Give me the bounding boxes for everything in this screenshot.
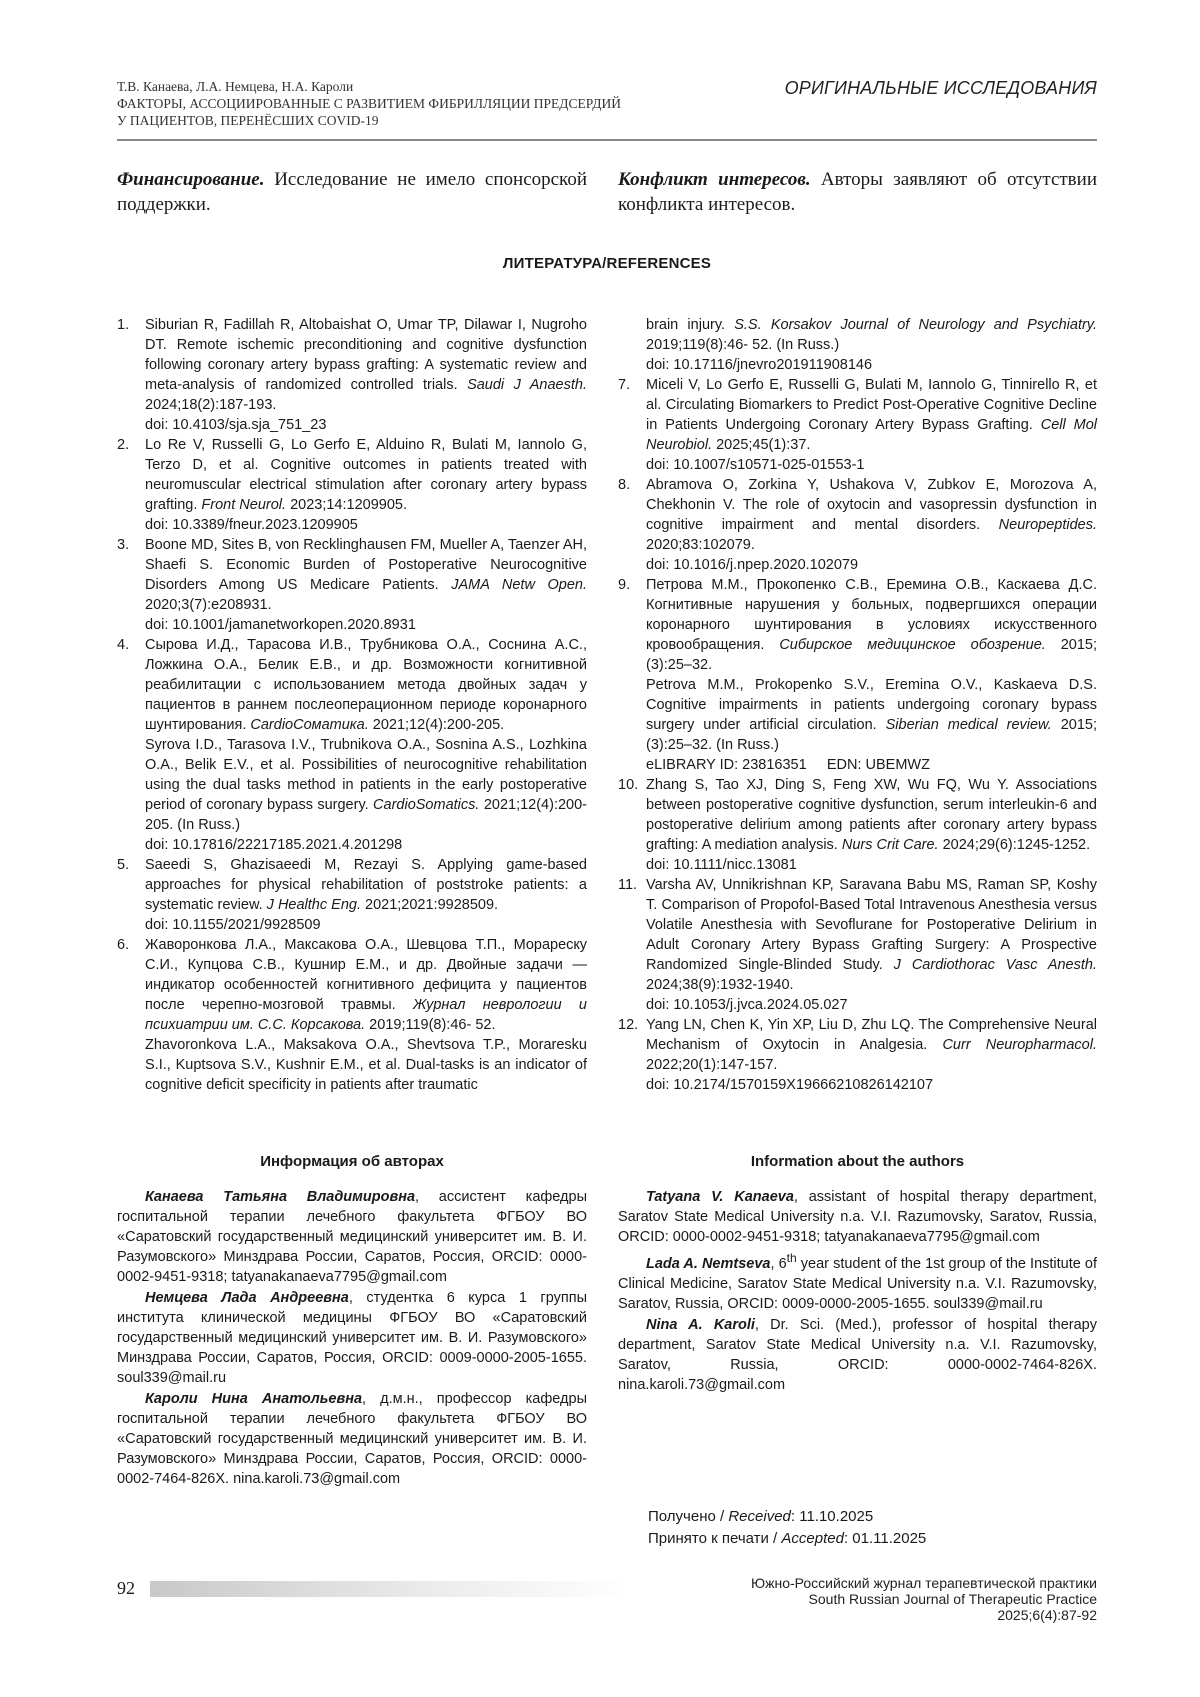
- ref-number: 10.: [618, 777, 639, 793]
- conflict-statement: [618, 167, 1097, 217]
- ref-journal: Nurs Crit Care.: [841, 837, 939, 853]
- ref-text: Zhang S, Tao XJ, Ding S, Feng XW, Wu FQ, Wu Y. Associations between postoperative cognitive dysfunction, serum interleukin-6 and postoperative delirium among patients after coronary artery bypass grafting: A mediation analysis.: [646, 777, 1097, 853]
- authors-info-heading-ru: Информация об авторах: [260, 1153, 444, 1170]
- ref-journal: J Healthc Eng.: [266, 897, 361, 913]
- reference-2: [117, 435, 587, 535]
- author-3-en: [618, 1315, 1097, 1395]
- author-1-en: [618, 1187, 1097, 1247]
- ref-journal: Neuropeptides.: [998, 517, 1097, 533]
- ref-details: 2021;12(4):200-205.: [368, 717, 505, 733]
- page-number: 92: [117, 1578, 135, 1598]
- ref-doi: doi: 10.1007/s10571-025-01553-1: [646, 457, 865, 473]
- author-name: Канаева Татьяна Владимировна: [145, 1189, 416, 1205]
- ref-journal: CardioСоматика.: [250, 717, 369, 733]
- reference-1: [117, 315, 587, 435]
- ref-details: 2024;29(6):1245-1252.: [938, 837, 1091, 853]
- reference-5: [117, 855, 587, 935]
- accepted-label-en: Accepted: [781, 1530, 844, 1547]
- ref-details-en: 2015;(3):25–32. (In Russ.): [646, 717, 1097, 753]
- ref-doi: doi: 10.17116/jnevro201911908146: [646, 357, 873, 373]
- reference-7: [618, 375, 1097, 475]
- funding-text: Исследование не имело спонсорской поддержки.: [117, 169, 587, 215]
- ref-details: 2015;(3):25–32.: [646, 637, 1097, 673]
- ref-number: 12.: [618, 1017, 639, 1033]
- author-name: Lada A. Nemtseva: [646, 1255, 771, 1272]
- ref-number: 4.: [117, 637, 130, 653]
- submission-dates: [648, 1506, 926, 1550]
- authors-info-ru: [117, 1187, 587, 1490]
- ref-text: Abramova O, Zorkina Y, Ushakova V, Zubkov E, Morozova A, Chekhonin V. The role of oxytocin and vasopressin dysfunction in cognitive impairment and mental disorders.: [646, 477, 1097, 533]
- ref-doi: doi: 10.1053/j.jvca.2024.05.027: [646, 997, 848, 1013]
- ref-doi: doi: 10.3389/fneur.2023.1209905: [145, 517, 358, 533]
- ref-elibrary: eLIBRARY ID: 23816351 EDN: UBEMWZ: [646, 757, 930, 773]
- author-3-ru: [117, 1389, 587, 1489]
- reference-12: [618, 1015, 1097, 1095]
- references-column-right: [618, 315, 1097, 1095]
- ref-text-en: Syrova I.D., Tarasova I.V., Trubnikova O.A., Sosnina A.S., Lozhkina O.A., Belik E.V., et al. Possibilities of neurocognitive rehabilitation using the dual tasks method in patients in the early postoperative period of coronary bypass surgery.: [145, 737, 587, 813]
- ref-details: 2020;83:102079.: [646, 537, 755, 553]
- ref-journal: Журнал неврологии и психиатрии им. С.С. Корсакова.: [145, 997, 588, 1033]
- ref-doi: doi: 10.17816/22217185.2021.4.201298: [145, 837, 403, 853]
- ref-text-en: Petrova M.M., Prokopenko S.V., Eremina O.V., Kaskaeva D.S. Cognitive impairments in patients undergoing coronary bypass surgery under artificial circulation.: [646, 677, 1097, 733]
- author-details: , студентка 6 курса 1 группы института клинической медицины ФГБОУ ВО «Саратовский государственный медицинский университет им. В. И. Разумовского» Минздрава России, Саратов, Россия, ORCID: 0009-0000-2005-1655. soul339@mail.ru: [117, 1290, 587, 1386]
- ref-doi: doi: 10.1001/jamanetworkopen.2020.8931: [145, 617, 416, 633]
- ref-doi: doi: 10.2174/1570159X19666210826142107: [646, 1077, 934, 1093]
- conflict-text: Авторы заявляют об отсутствии конфликта интересов.: [618, 169, 1097, 215]
- footer-gradient-bar: [150, 1581, 630, 1597]
- header-authors: Т.В. Канаева, Л.А. Немцева, Н.А. Кароли: [117, 79, 354, 94]
- ref-journal-en: Siberian medical review.: [885, 717, 1052, 733]
- ref-journal: Curr Neuropharmacol.: [942, 1037, 1097, 1053]
- reference-4: [117, 635, 587, 855]
- ref-journal-en: CardioSomatics.: [373, 797, 480, 813]
- ref-details-en: 2021;12(4):200-205. (In Russ.): [145, 797, 588, 833]
- journal-name-ru: Южно-Российский журнал терапевтической практики: [750, 1575, 1097, 1591]
- author-details: year student of the 1st group of the Institute of Clinical Medicine, Saratov State Medical University n.a. V.I. Razumovsky, Saratov, Russia, ORCID: 0009-0000-2005-1655. soul339@mail.ru: [618, 1255, 1097, 1312]
- ref-details: 2021;2021:9928509.: [360, 897, 499, 913]
- ref-doi: doi: 10.1155/2021/9928509: [145, 917, 321, 933]
- reference-11: [618, 875, 1097, 1015]
- ref-details: 2025;45(1):37.: [712, 437, 811, 453]
- author-details: , Dr. Sci. (Med.), professor of hospital therapy department, Saratov State Medical University n.a. V.I. Razumovsky, Saratov, Russia, ORCID: 0000-0002-7464-826X. nina.karoli.73@gmail.com: [618, 1316, 1097, 1393]
- funding-statement: [117, 167, 587, 217]
- authors-info-heading-en: Information about the authors: [750, 1153, 965, 1170]
- author-name: Nina A. Karoli: [646, 1316, 755, 1333]
- ref-number: 11.: [618, 877, 638, 893]
- ref-number: 8.: [618, 477, 631, 493]
- ordinal-suffix: th: [786, 1251, 797, 1265]
- ref-text: Петрова М.М., Прокопенко С.В., Еремина О.В., Каскаева Д.С. Когнитивные нарушения у больных, подвергшихся операции коронарного шунтирования в условиях искусственного кровообращения.: [646, 577, 1097, 653]
- author-details: , assistant of hospital therapy department, Saratov State Medical University n.a. V.I. Razumovsky, Saratov, Russia, ORCID: 0000-0002-9451-9318; tatyanakanaeva7795@gmail.com: [618, 1189, 1097, 1245]
- ref-text: Yang LN, Chen K, Yin XP, Liu D, Zhu LQ. The Comprehensive Neural Mechanism of Oxytocin in Analgesia.: [646, 1017, 1097, 1053]
- received-label-en: Received: [728, 1508, 791, 1525]
- ref-doi: doi: 10.4103/sja.sja_751_23: [145, 417, 327, 433]
- ref-number: 7.: [618, 377, 631, 393]
- header-title-line2: У ПАЦИЕНТОВ, ПЕРЕНЁСШИХ COVID-19: [117, 113, 379, 128]
- author-1-ru: [117, 1187, 587, 1287]
- ref-journal: J Cardiothorac Vasc Anesth.: [893, 957, 1097, 973]
- author-name: Немцева Лада Андреевна: [145, 1290, 349, 1306]
- author-2-en: [618, 1248, 1097, 1314]
- ref-details: 2023;14:1209905.: [286, 497, 407, 513]
- reference-8: [618, 475, 1097, 575]
- ref-number: 9.: [618, 577, 631, 593]
- ref-journal: JAMA Netw Open.: [451, 577, 587, 593]
- author-details: , ассистент кафедры госпитальной терапии лечебного факультета ФГБОУ ВО «Саратовский государственный медицинский университет им. В. И. Разумовского» Минздрава России, Саратов, Россия, ORCID: 0000-0002-9451-9318; tatyanakanaeva7795@gmail.com: [117, 1189, 588, 1285]
- reference-10: [618, 775, 1097, 875]
- ref-text: Boone MD, Sites B, von Recklinghausen FM, Mueller A, Taenzer AH, Shaefi S. Economic Burden of Postoperative Neurocognitive Disorders Among US Medicare Patients.: [145, 537, 587, 593]
- ref-details: 2024;38(9):1932-1940.: [646, 977, 794, 993]
- reference-3: [117, 535, 587, 635]
- ref-number: 2.: [117, 437, 130, 453]
- references-column-left: [117, 315, 587, 1095]
- author-2-ru: [117, 1288, 587, 1388]
- reference-6: [117, 935, 587, 1095]
- ref-text-en: Zhavoronkova L.A., Maksakova O.A., Shevtsova T.P., Moraresku S.I., Kuptsova S.V., Kushnir E.M., et al. Dual-tasks is an indicator of cognitive deficit specificity in patients after traumatic: [145, 1037, 587, 1093]
- ref-text: Жаворонкова Л.А., Максакова О.А., Шевцова Т.П., Морарескy С.И., Купцова С.В., Кушнир Е.М., и др. Двойные задачи — индикатор особенностей когнитивного дефицита у пациентов после черепно-мозговой травмы.: [145, 937, 587, 1013]
- reference-6-continued: [618, 315, 1097, 375]
- ref-text: Varsha AV, Unnikrishnan KP, Saravana Babu MS, Raman SP, Koshy T. Comparison of Propofol-Based Total Intravenous Anesthesia versus Volatile Anesthesia with Sevoflurane for Postoperative Delirium in Adult Coronary Artery Bypass Grafting Surgery: A Prospective Randomized Single-Blinded Study.: [646, 877, 1097, 973]
- ref-text-en-cont: brain injury.: [646, 317, 735, 333]
- ref-details: 2024;18(2):187-193.: [145, 397, 277, 413]
- ref-journal: Cell Mol Neurobiol.: [646, 417, 1097, 453]
- received-date: [648, 1506, 926, 1528]
- author-details-pre: , 6: [770, 1255, 787, 1272]
- funding-label: Финансирование.: [117, 169, 265, 190]
- ref-number: 1.: [117, 317, 130, 333]
- author-details: , д.м.н., профессор кафедры госпитальной терапии лечебного факультета ФГБОУ ВО «Саратовский государственный медицинский университет им. В. И. Разумовского» Минздрава России, Саратов, Россия, ORCID: 0000-0002-7464-826X. nina.karoli.73@gmail.com: [117, 1391, 587, 1487]
- ref-number: 3.: [117, 537, 130, 553]
- header-divider: [117, 139, 1097, 141]
- header-title-line1: ФАКТОРЫ, АССОЦИИРОВАННЫЕ С РАЗВИТИЕМ ФИБРИЛЛЯЦИИ ПРЕДСЕРДИЙ: [117, 96, 621, 111]
- ref-journal: Front Neurol.: [201, 497, 287, 513]
- ref-doi: doi: 10.1016/j.npep.2020.102079: [646, 557, 859, 573]
- footer-journal-info: [751, 1575, 1097, 1623]
- header-citation: [117, 78, 757, 129]
- header-section-label: ОРИГИНАЛЬНЫЕ ИССЛЕДОВАНИЯ: [784, 78, 1097, 98]
- ref-details: 2019;119(8):46- 52.: [365, 1017, 496, 1033]
- received-value: : 11.10.2025: [790, 1508, 874, 1525]
- author-name: Tatyana V. Kanaeva: [646, 1189, 794, 1205]
- ref-journal-en: S.S. Korsakov Journal of Neurology and Psychiatry.: [734, 317, 1097, 333]
- ref-journal: Сибирское медицинское обозрение.: [779, 637, 1046, 653]
- authors-info-en: [618, 1187, 1097, 1396]
- accepted-date: [648, 1528, 926, 1550]
- author-name: Кароли Нина Анатольевна: [145, 1391, 363, 1407]
- journal-issue: 2025;6(4):87-92: [997, 1607, 1097, 1623]
- references-heading: ЛИТЕРАТУРА/REFERENCES: [502, 255, 712, 272]
- accepted-label-ru: Принято к печати /: [648, 1530, 782, 1547]
- ref-text: Сырова И.Д., Тарасова И.В., Трубникова О.А., Соснина А.С., Ложкина О.А., Белик Е.В., и др. Возможности когнитивной реабилитации с использованием метода двойных задач у пациентов в раннем послеоперационном периоде коронарного шунтирования.: [145, 637, 587, 733]
- ref-text: Saeedi S, Ghazisaeedi M, Rezayi S. Applying game-based approaches for physical rehabilitation of poststroke patients: a systematic review.: [145, 857, 587, 913]
- conflict-label: Конфликт интересов.: [618, 169, 811, 190]
- accepted-value: : 01.11.2025: [843, 1530, 927, 1547]
- ref-number: 5.: [117, 857, 130, 873]
- ref-details: 2020;3(7):e208931.: [145, 597, 272, 613]
- ref-text: Miceli V, Lo Gerfo E, Russelli G, Bulati M, Iannolo G, Tinnirello R, et al. Circulating Biomarkers to Predict Post-Operative Cognitive Decline in Patients Undergoing Coronary Artery Bypass Grafting.: [646, 377, 1097, 433]
- reference-9: [618, 575, 1097, 775]
- ref-details-en: 2019;119(8):46- 52. (In Russ.): [646, 337, 840, 353]
- ref-journal: Saudi J Anaesth.: [467, 377, 587, 393]
- ref-text: Siburian R, Fadillah R, Altobaishat O, Umar TP, Dilawar I, Nugroho DT. Remote ischemic preconditioning and cognitive dysfunction following coronary artery bypass grafting: A systematic review and meta-analysis of randomized controlled trials.: [145, 317, 587, 393]
- received-label-ru: Получено /: [648, 1508, 729, 1525]
- ref-number: 6.: [117, 937, 130, 953]
- journal-name-en: South Russian Journal of Therapeutic Practice: [808, 1591, 1097, 1607]
- ref-details: 2022;20(1):147-157.: [646, 1057, 778, 1073]
- ref-doi: doi: 10.1111/nicc.13081: [646, 857, 797, 873]
- ref-text: Lo Re V, Russelli G, Lo Gerfo E, Alduino R, Bulati M, Iannolo G, Terzo D, et al. Cognitive outcomes in patients treated with neuromuscular electrical stimulation after coronary artery bypass grafting.: [145, 437, 587, 513]
